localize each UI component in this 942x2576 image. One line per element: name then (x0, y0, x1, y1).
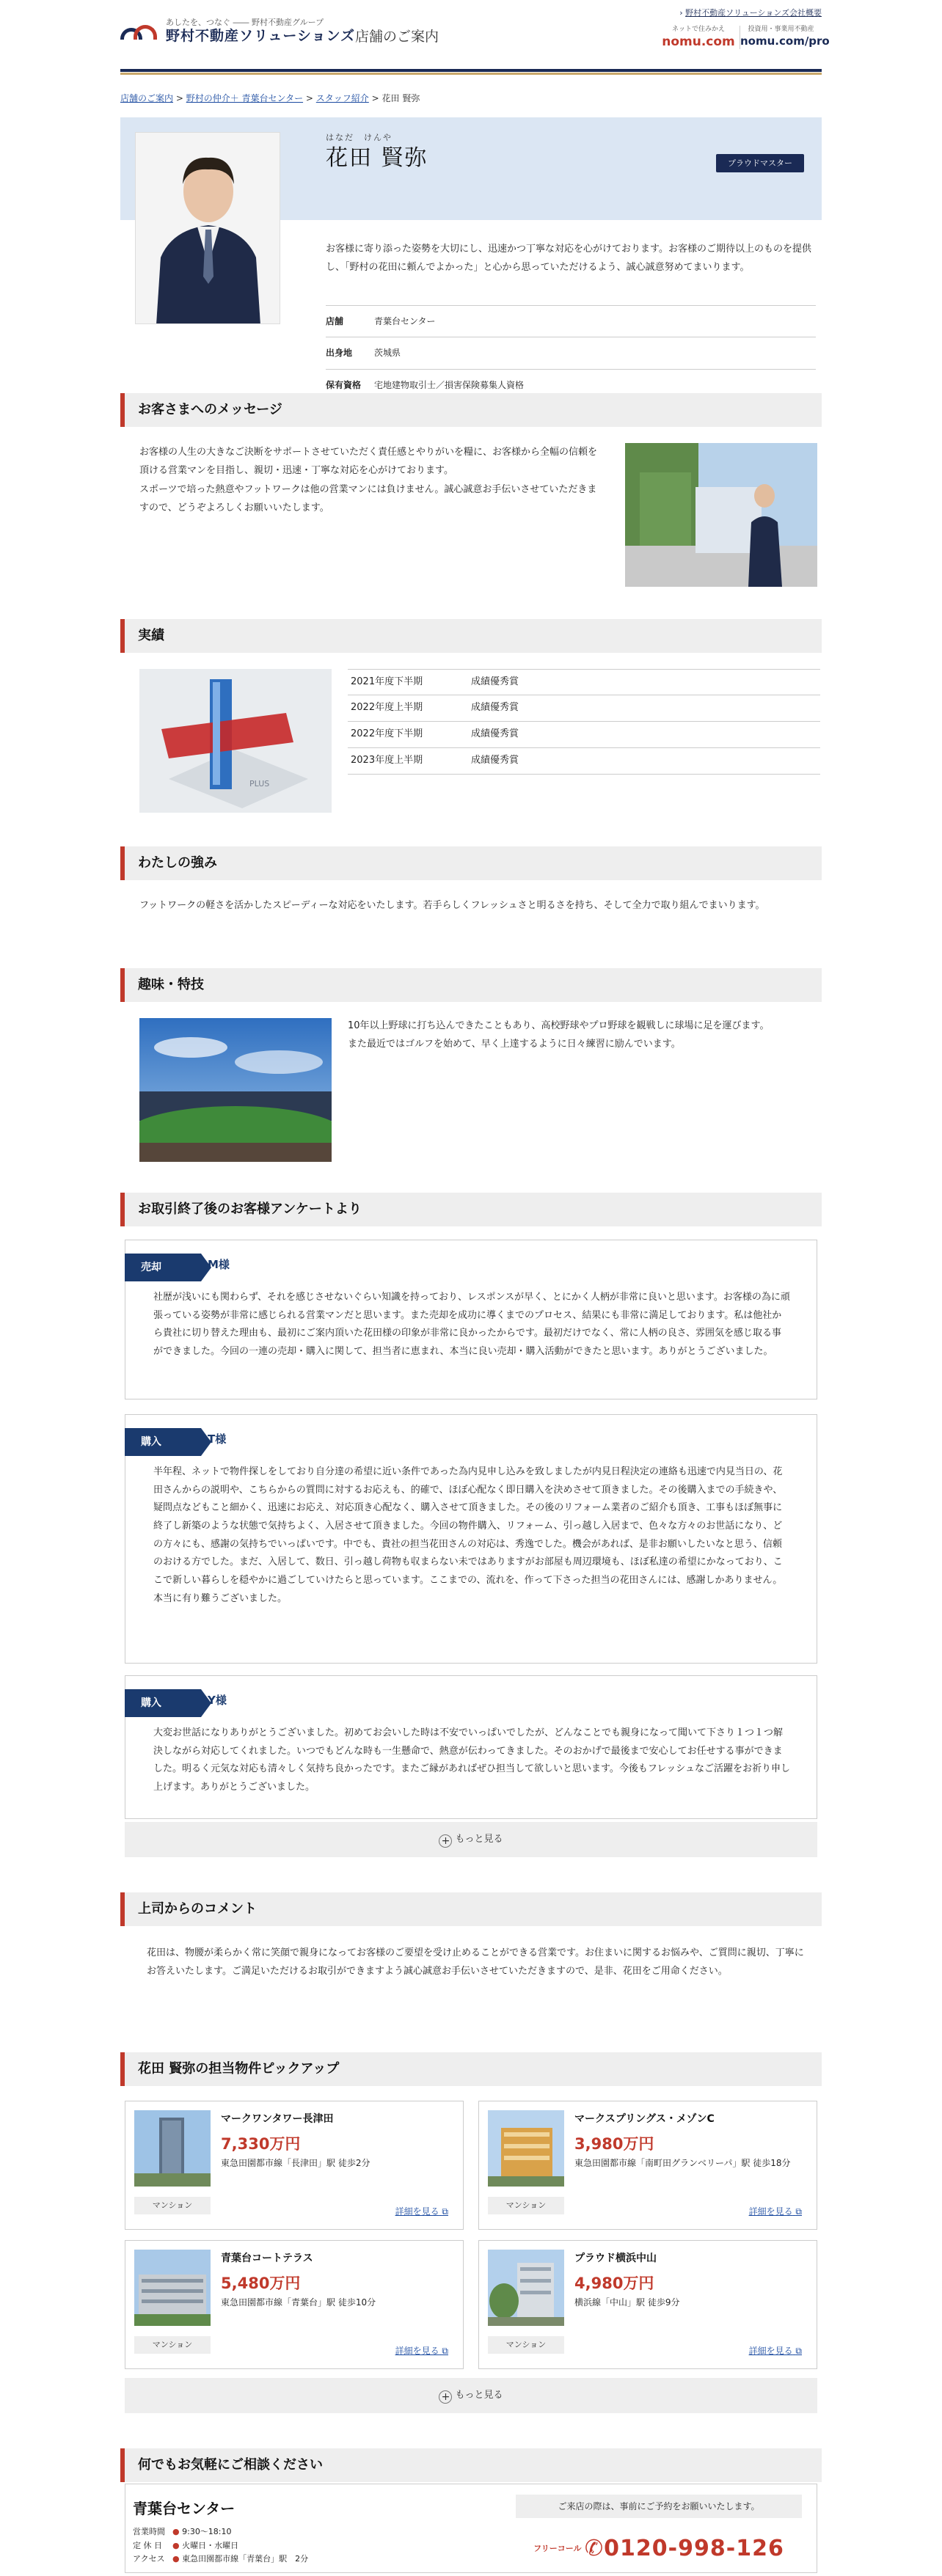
fact-label: 保有資格 (326, 380, 362, 390)
property-card[interactable] (478, 2101, 817, 2230)
survey-text: 大変お世話になりありがとうございました。初めてお会いした時は不安でいっぱいでしたが、どんなことでも親身になって聞いて下さり１つ１つ解決しながら対応してくれました。いつでもどんな時も一生懸命で、熱意が伝わってきました。そのおかげで最後まで安心してお任せする事ができました。明るく元気な対応も清々しく気持ち良かったです。またご縁があればぜひ担当して欲しいと思います。今後もフレッシュなご活躍をお祈り申し上げます。ありがとうございました。 (153, 1727, 791, 1793)
freecall-label: フリーコール (533, 2544, 582, 2553)
property-kind: マンション (134, 2197, 211, 2214)
property-detail-link[interactable] (749, 2343, 802, 2359)
nomu-com-pro-sub: 投資用・事業用不動産 (748, 26, 814, 34)
profile-section (120, 117, 822, 390)
site-header (120, 0, 830, 72)
survey-card (125, 1240, 817, 1399)
staff-photo (135, 132, 280, 324)
section-heading-pickup: 花田 賢弥の担当物件ピックアップ (120, 2052, 822, 2086)
detail-label: 詳細を見る (395, 2346, 439, 2356)
logo-name: 野村不動産ソリューションズ (166, 28, 356, 45)
breadcrumb-current: 花田 賢弥 (381, 93, 420, 103)
nomu-com-pro-logo: nomu.com/pro (740, 34, 830, 48)
property-access: 東急田園都市線「長津田」駅 徒歩2分 (221, 2158, 370, 2168)
fact-value: 宅地建物取引士／損害保険募集人資格 (374, 380, 525, 390)
external-link-icon: ⧉ (795, 2206, 802, 2217)
fact-value: 茨城県 (374, 348, 401, 358)
staff-name-ruby: はなだ けんや (326, 133, 392, 142)
property-name: マークワンタワー長津田 (221, 2113, 334, 2125)
survey-type-label: 購入 (125, 1428, 201, 1456)
hours-label: 営業時間 (133, 2527, 165, 2536)
survey-text: 社歴が浅いにも関わらず、それを感じさせないぐらい知識を持っており、レスポンスが早く、とにかく人柄が非常に良いと思います。お客様の為に頑張っている姿勢が非常に感じられる営業マンだと思います。また売却を成功に導くまでのプロセス、結果にも非常に満足しております。私は他社から貴社に切り替えた理由も、最初にご案内頂いた花田様の印象が非常に良かったからです。最初だけでなく、常に人柄の良さ、雰囲気を感じ取る事ができました。今回の一連の売却・購入に関して、担当者に恵まれ、本当に良い売却・購入活動ができたと思います。ありがとうございました。 (153, 1292, 790, 1358)
breadcrumb-store-guide[interactable]: 店舗のご案内 (120, 93, 174, 103)
freecall-phone[interactable] (516, 2530, 802, 2569)
nomu-com-sub: ネットで住みかえ (671, 26, 725, 34)
award-image-label: PLUS (249, 779, 270, 788)
survey-text: 半年程、ネットで物件探しをしており自分達の希望に近い条件であった為内見申し込みを致しましたが内見日程決定の連絡も迅速で内見当日の、花田さんからの説明や、こちらからの質問に対するお応えも、的確で、ほぼ心配なく即日購入を決めさせて頂きました。その後購入までの手続きや、疑問点などもこと細かく、迅速にお応え、対応頂き心配なく、購入させて頂きました。その後のリフォーム業者のご紹介も頂き、工事もほぼ無事に終了し新築のような状態で気持ちよく、入居させて頂きました。今回の物件購入、リフォーム、引っ越し入居まで、色々な方々のお世話になり、どの方々にも、感謝の気持ちでいっぱいです。中でも、貴社の担当花田さんの対応は、秀逸でした。機会があれば、是非お願いしたいなと思う、信頼のおける方でした。まだ、入居して、数日、引っ越し荷物も収まらない未ではありますがお部屋も周辺環境も、ほぼ私達の希望にかなっており、ここで新しい暮らしを穏やかに過ごしていけたらと思っています。ここまでの、流れを、作って下さった担当の花田さんには、感謝しかありません。本当に有り難うございました。 (153, 1466, 783, 1604)
closed-label: 定 休 日 (133, 2540, 162, 2550)
property-card[interactable] (125, 2240, 464, 2369)
stadium-photo (139, 1018, 332, 1162)
bullet-icon: ● (172, 2540, 180, 2550)
staff-intro: お客様に寄り添った姿勢を大切にし、迅速かつ丁寧な対応を心がけております。お客様のご期待以上のものを提供し、「野村の花田に頼んでよかった」と心から思っていただけるよう、誠心誠意努めてまいります。 (326, 244, 811, 273)
result-award: 成績優秀賞 (471, 728, 519, 740)
header-right (653, 6, 830, 49)
property-detail-link[interactable] (749, 2204, 802, 2220)
property-kind: マンション (134, 2336, 211, 2354)
result-award: 成績優秀賞 (471, 676, 519, 687)
reservation-note: ご来店の際は、事前にご予約をお願いいたします。 (516, 2495, 802, 2518)
property-name: プラウド横浜中山 (574, 2253, 657, 2264)
result-award: 成績優秀賞 (471, 702, 519, 714)
external-link-icon: ⧉ (795, 2346, 802, 2356)
result-period: 2023年度上半期 (351, 755, 423, 766)
boss-comment-text: 花田は、物腰が柔らかく常に笑顔で親身になってお客様のご要望を受け止めることができる営業です。お住まいに関するお悩みや、ご質問に親切、丁寧にお答えいたします。ご満足いただけるお取引ができますよう誠心誠意お手伝いさせていただきますので、是非、花田をご用命ください。 (147, 1947, 804, 1977)
property-thumbnail (488, 2110, 564, 2187)
plus-circle-icon: + (439, 1834, 452, 1848)
contact-box (125, 2484, 817, 2573)
external-link-icon: ⧉ (442, 2206, 448, 2217)
header-title: 店舗のご案内 (355, 29, 439, 45)
property-kind: マンション (488, 2197, 564, 2214)
table-row (348, 695, 820, 722)
breadcrumb-staff[interactable]: スタッフ紹介 (315, 93, 369, 103)
hours-value: 9:30～18:10 (182, 2527, 232, 2536)
nomu-com-link[interactable] (657, 26, 740, 49)
center-name: 青葉台センター (133, 2500, 236, 2517)
breadcrumb-sep: > (175, 93, 183, 103)
section-heading-strength: わたしの強み (120, 846, 822, 880)
more-label: もっと見る (455, 2390, 503, 2401)
result-award: 成績優秀賞 (471, 755, 519, 766)
survey-more-button[interactable] (125, 1822, 817, 1857)
plus-circle-icon: + (439, 2390, 452, 2404)
detail-label: 詳細を見る (748, 2206, 793, 2217)
property-access: 横浜線「中山」駅 徒歩9分 (574, 2297, 680, 2308)
property-name: マークスプリングス・メゾンC (574, 2113, 715, 2125)
nomu-com-pro-link[interactable] (740, 26, 830, 49)
bullet-icon: ● (172, 2554, 180, 2564)
survey-card (125, 1414, 817, 1664)
survey-type-label: 購入 (125, 1689, 201, 1717)
fact-label: 店舗 (326, 315, 344, 326)
section-heading-survey: お取引終了後のお客様アンケートより (120, 1193, 822, 1226)
breadcrumb (120, 91, 822, 117)
fact-birthplace (326, 337, 816, 370)
bullet-icon: ● (172, 2527, 180, 2536)
fact-label: 出身地 (326, 348, 353, 358)
property-thumbnail (134, 2250, 211, 2326)
section-heading-contact: 何でもお気軽にご相談ください (120, 2448, 822, 2482)
property-card[interactable] (478, 2240, 817, 2369)
section-heading-results: 実績 (120, 619, 822, 653)
result-period: 2021年度下半期 (351, 676, 423, 687)
table-row (348, 722, 820, 748)
staff-name: 花田 賢弥 (326, 145, 428, 171)
property-price: 3,980万円 (574, 2135, 654, 2153)
access-label: アクセス (133, 2554, 165, 2564)
results-table (348, 669, 820, 775)
property-thumbnail (488, 2250, 564, 2326)
result-period: 2022年度下半期 (351, 728, 423, 740)
corporate-info-link[interactable] (653, 6, 822, 20)
external-link-icon: ⧉ (442, 2346, 448, 2356)
breadcrumb-sep: > (371, 93, 379, 103)
survey-card (125, 1675, 817, 1819)
property-detail-link[interactable] (395, 2343, 448, 2359)
survey-customer: T様 (208, 1432, 227, 1446)
breadcrumb-sep: > (305, 93, 313, 103)
property-price: 4,980万円 (574, 2275, 654, 2292)
table-row (348, 748, 820, 775)
contact-right (516, 2495, 802, 2569)
fact-store (326, 305, 816, 337)
detail-label: 詳細を見る (748, 2346, 793, 2356)
hobby-text: 10年以上野球に打ち込んできたこともあり、高校野球やプロ野球を観戦しに球場に足を運びます。 また最近ではゴルフを始めて、早く上達するように日々練習に励んでいます。 (348, 1020, 770, 1050)
award-photo (139, 669, 332, 813)
message-photo (625, 443, 817, 587)
phone-number: 0120-998-126 (604, 2536, 784, 2561)
section-heading-message: お客さまへのメッセージ (120, 393, 822, 427)
property-price: 7,330万円 (221, 2135, 301, 2153)
message-text: お客様の人生の大きなご決断をサポートさせていただく責任感とやりがいを糧に、お客様から全幅の信頼を頂ける営業マンを目指し、親切・迅速・丁寧な対応を心がけております。 スポーツで培った熱意やフットワークは他の営業マンには負けません。誠心誠意お手伝いさせていただきますので、どうぞよろしくお願いいたします。 (139, 447, 598, 514)
chevron-right-icon: › (679, 8, 683, 18)
pickup-more-button[interactable] (125, 2378, 817, 2413)
property-detail-link[interactable] (395, 2204, 448, 2220)
survey-customer: M様 (208, 1258, 230, 1271)
strength-text: フットワークの軽さを活かしたスピーディーな対応をいたします。若手らしくフレッシュさと明るさを持ち、そして全力で取り組んでまいります。 (139, 900, 765, 911)
breadcrumb-aobadai-center[interactable]: 野村の仲介＋ 青葉台センター (186, 93, 304, 103)
corporate-info-link-label: 野村不動産ソリューションズ会社概要 (685, 8, 822, 18)
table-row (348, 669, 820, 695)
result-period: 2022年度上半期 (351, 702, 423, 714)
property-card[interactable] (125, 2101, 464, 2230)
nomu-com-logo: nomu.com (662, 34, 735, 49)
detail-label: 詳細を見る (395, 2206, 439, 2217)
center-info (133, 2525, 308, 2566)
more-label: もっと見る (455, 1834, 503, 1845)
fact-value: 青葉台センター (374, 315, 436, 326)
proud-master-badge: プラウドマスター (716, 154, 804, 172)
section-heading-boss: 上司からのコメント (120, 1892, 822, 1926)
logo-mark-icon (120, 21, 158, 43)
survey-customer: Y様 (208, 1694, 227, 1707)
section-heading-hobby: 趣味・特技 (120, 968, 822, 1002)
access-value: 東急田園都市線「青葉台」駅 2分 (182, 2554, 309, 2564)
company-logo[interactable] (120, 18, 355, 45)
phone-icon: ✆ (585, 2536, 605, 2561)
property-access: 東急田園都市線「南町田グランベリーパ」駅 徒歩18分 (574, 2158, 791, 2168)
property-name: 青葉台コートテラス (221, 2253, 313, 2264)
logo-tagline: あしたを、つなぐ ―― 野村不動産グループ (166, 18, 324, 27)
property-thumbnail (134, 2110, 211, 2187)
closed-value: 火曜日・水曜日 (182, 2540, 239, 2550)
property-access: 東急田園都市線「青葉台」駅 徒歩10分 (221, 2297, 376, 2308)
property-price: 5,480万円 (221, 2275, 301, 2292)
survey-type-label: 売却 (125, 1254, 201, 1281)
property-kind: マンション (488, 2336, 564, 2354)
profile-facts (326, 305, 816, 402)
